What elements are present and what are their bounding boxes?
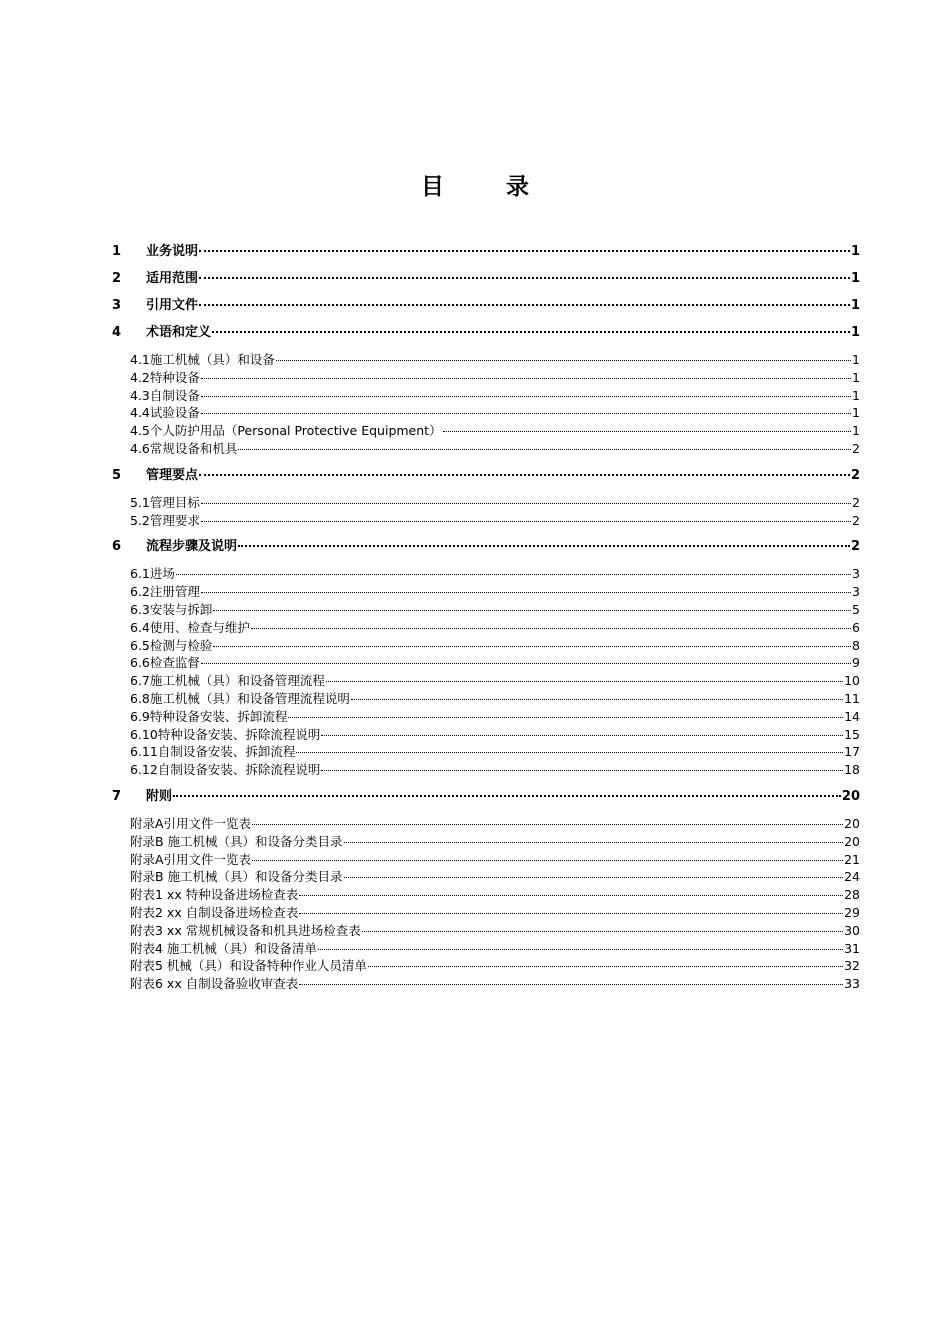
toc-dot-leader: [201, 413, 851, 414]
toc-page-number: 2: [852, 512, 860, 528]
toc-subsection-entry[interactable]: [112, 851, 860, 869]
toc-section-entry[interactable]: [112, 467, 860, 485]
toc-page-number: 8: [852, 637, 860, 653]
toc-page-number: 20: [841, 788, 860, 804]
toc-dot-leader: [321, 735, 843, 736]
toc-page-number: 6: [852, 619, 860, 635]
toc-section-entry[interactable]: [112, 243, 860, 261]
toc-page-number: 1: [850, 325, 860, 340]
toc-page-number: 1: [852, 423, 860, 439]
toc-entry-label: 6.11自制设备安装、拆卸流程: [130, 744, 296, 760]
toc-page-number: 1: [852, 369, 860, 385]
page-title-char-2: 录: [506, 174, 529, 200]
toc-dot-leader: [201, 663, 851, 664]
toc-dot-leader: [252, 824, 843, 825]
toc-section-number: 3: [112, 298, 122, 313]
toc-dot-leader: [296, 752, 843, 753]
toc-entry-label: 4.4试验设备: [130, 405, 200, 421]
toc-dot-leader: [351, 699, 843, 700]
toc-entry-label: 6.12自制设备安装、拆除流程说明: [130, 762, 321, 778]
toc-dot-leader: [276, 360, 851, 361]
toc-entry-label: 6.5检测与检验: [130, 637, 213, 653]
table-of-contents: [112, 243, 860, 993]
toc-dot-leader: [299, 913, 843, 914]
toc-entry-label: 6.10特种设备安装、拆除流程说明: [130, 726, 321, 742]
toc-dot-leader: [238, 545, 850, 547]
toc-dot-leader: [201, 396, 851, 397]
toc-page-number: 2: [850, 467, 860, 483]
toc-subsection-entry[interactable]: [112, 726, 860, 744]
toc-entry-label: 附表3 xx 常规机械设备和机具进场检查表: [130, 922, 361, 938]
toc-dot-leader: [199, 250, 850, 252]
toc-subsection-entry[interactable]: [112, 904, 860, 922]
toc-page-number: 18: [844, 762, 860, 778]
toc-entry-label: 附表1 xx 特种设备进场检查表: [130, 887, 299, 903]
toc-page-number: 1: [850, 298, 860, 313]
toc-subsection-entry[interactable]: [112, 886, 860, 904]
toc-subsection-entry[interactable]: [112, 565, 860, 583]
toc-dot-leader: [362, 931, 843, 932]
toc-dot-leader: [344, 877, 844, 878]
toc-section-entry[interactable]: [112, 788, 860, 806]
toc-section-number: 5: [112, 467, 122, 483]
toc-page-number: 24: [844, 869, 860, 885]
page-title-char-1: 目: [420, 174, 444, 200]
toc-subsection-entry[interactable]: [112, 868, 860, 886]
toc-page-number: 32: [844, 958, 860, 974]
toc-entry-label: 4.2特种设备: [130, 369, 200, 385]
toc-subsection-entry[interactable]: [112, 404, 860, 422]
toc-subsection-entry[interactable]: [112, 494, 860, 512]
toc-page-number: 20: [844, 815, 860, 831]
toc-entry-label: 附表4 施工机械（具）和设备清单: [130, 940, 317, 956]
toc-entry-label: 流程步骤及说明: [146, 539, 238, 555]
toc-dot-leader: [201, 503, 851, 504]
toc-page-number: 30: [844, 922, 860, 938]
toc-entry-label: 5.2管理要求: [130, 512, 200, 528]
toc-dot-leader: [252, 860, 843, 861]
toc-entry-label: 引用文件: [146, 298, 199, 313]
toc-page-number: 1: [850, 271, 860, 286]
toc-subsection-entry[interactable]: [112, 387, 860, 405]
toc-page-number: 33: [844, 976, 860, 992]
toc-entry-label: 4.6常规设备和机具: [130, 440, 238, 456]
toc-entry-label: 6.6检查监督: [130, 655, 200, 671]
toc-section-number: 6: [112, 539, 122, 555]
toc-subsection-entry[interactable]: [112, 654, 860, 672]
toc-entry-label: 术语和定义: [146, 325, 212, 340]
toc-subsection-entry[interactable]: [112, 601, 860, 619]
toc-page-number: 3: [852, 566, 860, 582]
toc-section-number: 7: [112, 788, 122, 804]
toc-entry-label: 6.1进场: [130, 566, 175, 582]
toc-section-entry[interactable]: [112, 270, 860, 288]
toc-subsection-entry[interactable]: [112, 922, 860, 940]
toc-dot-leader: [212, 331, 850, 333]
toc-subsection-entry[interactable]: [112, 708, 860, 726]
toc-page-number: 17: [844, 744, 860, 760]
toc-dot-leader: [321, 770, 843, 771]
toc-dot-leader: [288, 717, 843, 718]
toc-subsection-entry[interactable]: [112, 422, 860, 440]
toc-dot-leader: [326, 681, 843, 682]
toc-subsection-entry[interactable]: [112, 761, 860, 779]
toc-page-number: 9: [852, 655, 860, 671]
toc-subsection-entry[interactable]: [112, 957, 860, 975]
toc-subsection-entry[interactable]: [112, 743, 860, 761]
toc-section-entry[interactable]: [112, 538, 860, 556]
toc-entry-label: 4.3自制设备: [130, 387, 200, 403]
toc-subsection-entry[interactable]: [112, 833, 860, 851]
toc-page-number: 10: [844, 673, 860, 689]
toc-page-number: 1: [852, 352, 860, 367]
toc-entry-label: 6.9特种设备安装、拆卸流程: [130, 708, 288, 724]
toc-dot-leader: [199, 277, 850, 279]
toc-entry-label: 管理要点: [146, 467, 199, 483]
toc-entry-label: 附录B 施工机械（具）和设备分类目录: [130, 833, 343, 849]
toc-subsection-entry[interactable]: [112, 637, 860, 655]
toc-page-number: 20: [844, 833, 860, 849]
toc-entry-label: 6.4使用、检查与维护: [130, 619, 250, 635]
toc-entry-label: 附表6 xx 自制设备验收审查表: [130, 976, 299, 992]
toc-dot-leader: [213, 610, 851, 611]
toc-subsection-entry[interactable]: [112, 975, 860, 993]
toc-subsection-entry[interactable]: [112, 619, 860, 637]
toc-dot-leader: [318, 949, 843, 950]
toc-entry-label: 适用范围: [146, 271, 199, 286]
toc-subsection-entry[interactable]: [112, 512, 860, 530]
toc-entry-label: 业务说明: [146, 244, 199, 259]
toc-entry-label: 附录B 施工机械（具）和设备分类目录: [130, 869, 343, 885]
toc-page-number: 1: [850, 244, 860, 259]
toc-page-number: 2: [852, 494, 860, 510]
toc-subsection-entry[interactable]: [112, 583, 860, 601]
toc-page-number: 11: [844, 690, 860, 706]
toc-section-entry[interactable]: [112, 324, 860, 342]
toc-page-number: 15: [844, 726, 860, 742]
toc-section-number: 4: [112, 325, 122, 340]
toc-dot-leader: [443, 431, 851, 432]
toc-entry-label: 4.5个人防护用品（Personal Protective Equipment）: [130, 423, 442, 439]
toc-dot-leader: [201, 378, 851, 379]
toc-page-number: 5: [852, 601, 860, 617]
toc-page-number: 1: [852, 405, 860, 421]
toc-subsection-entry[interactable]: [112, 351, 860, 369]
toc-entry-label: 附则: [146, 788, 173, 804]
toc-subsection-entry[interactable]: [112, 369, 860, 387]
toc-page-number: 29: [844, 904, 860, 920]
toc-dot-leader: [368, 966, 843, 967]
toc-page-number: 3: [852, 584, 860, 600]
toc-entry-label: 附表5 机械（具）和设备特种作业人员清单: [130, 958, 367, 974]
toc-entry-label: 6.7施工机械（具）和设备管理流程: [130, 673, 325, 689]
toc-dot-leader: [238, 449, 851, 450]
toc-section-entry[interactable]: [112, 297, 860, 315]
toc-dot-leader: [299, 984, 843, 985]
toc-dot-leader: [176, 574, 851, 575]
toc-page-number: 2: [852, 440, 860, 456]
toc-entry-label: 4.1施工机械（具）和设备: [130, 352, 275, 367]
toc-subsection-entry[interactable]: [112, 690, 860, 708]
toc-subsection-entry[interactable]: [112, 672, 860, 690]
toc-entry-label: 6.3安装与拆卸: [130, 601, 213, 617]
page-title: [0, 168, 950, 201]
toc-page-number: 2: [850, 539, 860, 555]
toc-dot-leader: [299, 895, 843, 896]
toc-dot-leader: [344, 842, 844, 843]
toc-subsection-entry[interactable]: [112, 815, 860, 833]
toc-entry-label: 6.8施工机械（具）和设备管理流程说明: [130, 690, 350, 706]
toc-dot-leader: [201, 592, 851, 593]
toc-dot-leader: [201, 521, 851, 522]
toc-dot-leader: [213, 646, 851, 647]
toc-dot-leader: [173, 795, 841, 797]
toc-page-number: 28: [844, 887, 860, 903]
toc-dot-leader: [199, 474, 850, 476]
toc-page-number: 1: [852, 387, 860, 403]
toc-entry-label: 5.1管理目标: [130, 494, 200, 510]
toc-page-number: 31: [844, 940, 860, 956]
toc-section-number: 1: [112, 244, 122, 259]
toc-subsection-entry[interactable]: [112, 440, 860, 458]
toc-page-number: 21: [844, 851, 860, 867]
toc-entry-label: 附表2 xx 自制设备进场检查表: [130, 904, 299, 920]
toc-dot-leader: [199, 304, 850, 306]
toc-entry-label: 附录A引用文件一览表: [130, 815, 252, 831]
toc-section-number: 2: [112, 271, 122, 286]
toc-dot-leader: [251, 628, 851, 629]
toc-page-number: 14: [844, 708, 860, 724]
toc-entry-label: 6.2注册管理: [130, 584, 200, 600]
toc-entry-label: 附录A引用文件一览表: [130, 851, 252, 867]
toc-subsection-entry[interactable]: [112, 940, 860, 958]
